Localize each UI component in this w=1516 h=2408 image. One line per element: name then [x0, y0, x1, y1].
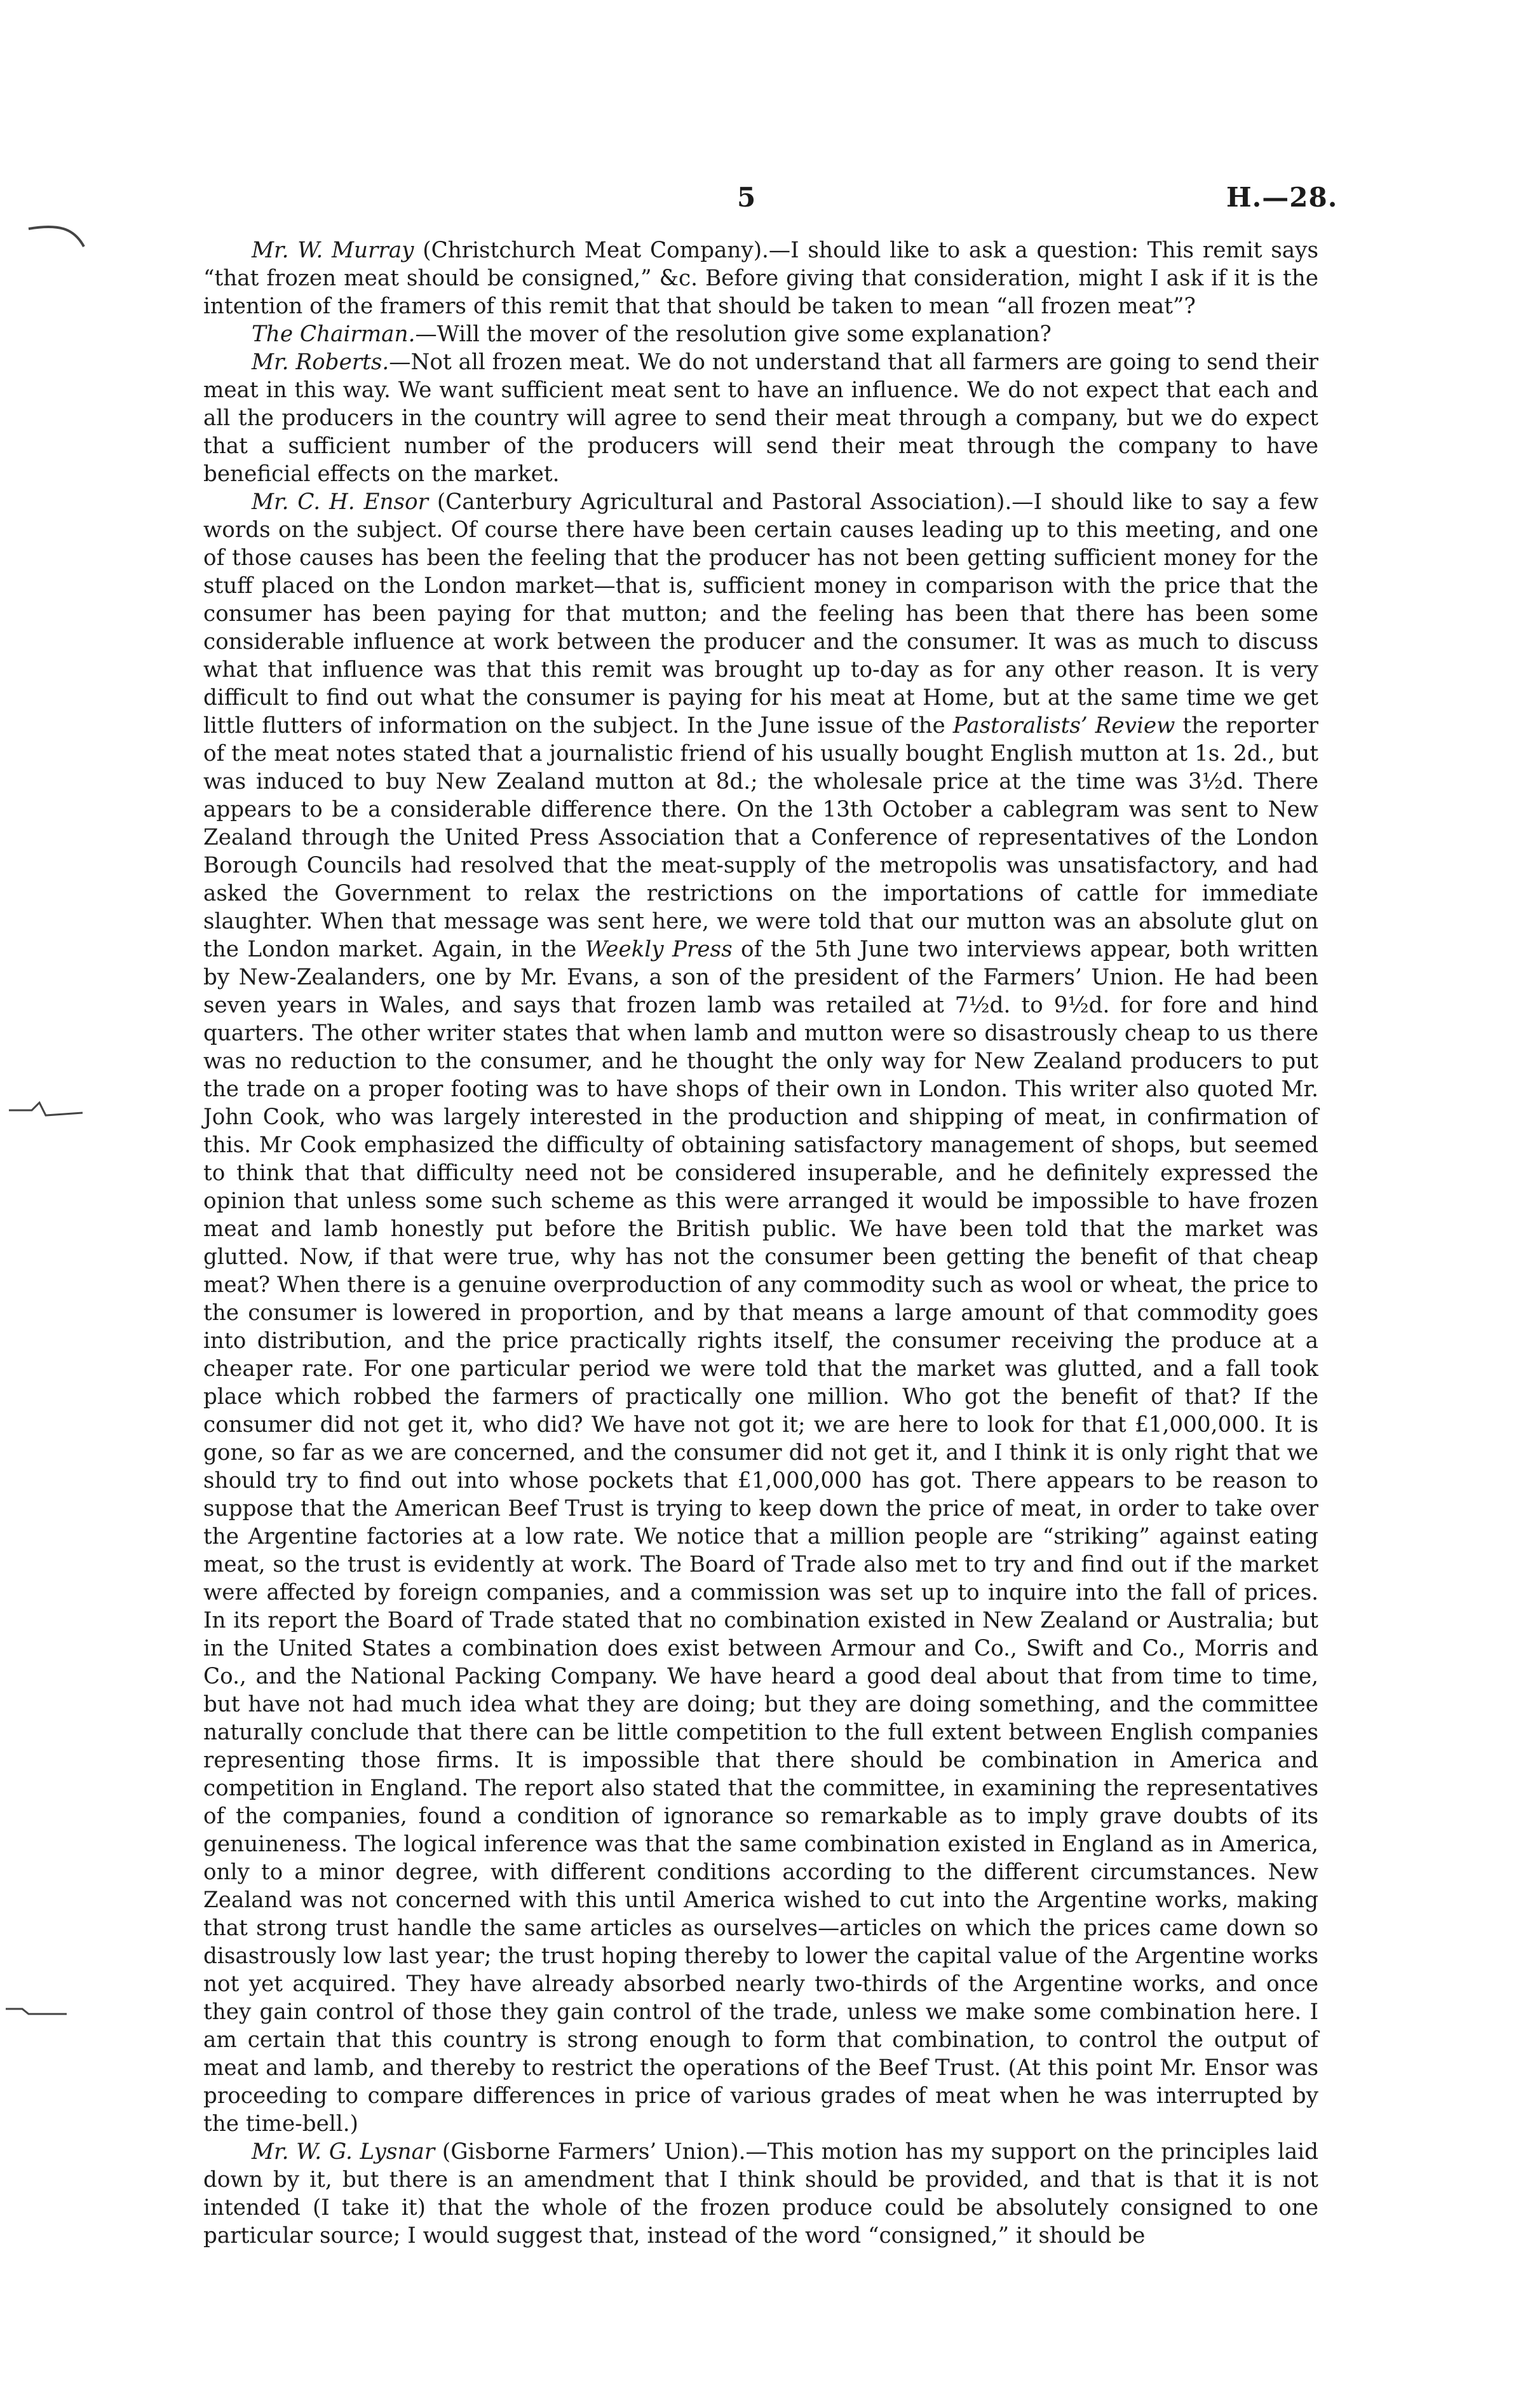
paragraph-text: of the 5th June two interviews appear, both written by New-Zealanders, one by Mr. Evans, a son of the president of the Farmers’ Union. He had been seven years in Wales, and says that frozen lamb was retailed at 7½d. to 9½d. for fore and hind quarters. The other writer states that when lamb and mutton were so disastrously cheap to us there was no reduction to the consumer, and he thought the only way for New Zealand producers to put the trade on a proper footing was to have shops of their own in London. This writer also quoted Mr. John Cook, who was largely interested in the production and shipping of meat, in confirmation of this. Mr Cook emphasized the difficulty of obtaining satisfactory management of shops, but seemed to think that that difficulty need not be considered insuperable, and he definitely expressed the opinion that unless some such scheme as this were arranged it would be impossible to have frozen meat and lamb honestly put before the British public. We have been told that the market was glutted. Now, if that were true, why has not the consumer been getting the benefit of that cheap meat? When there is a genuine overproduction of any commodity such as wool or wheat, the price to the consumer is lowered in proportion, and by that means a large amount of that commodity goes into distribution, and the price practically rights itself, the consumer receiving the produce at a cheaper rate. For one particular period we were told that the market was glutted, and a fall took place which robbed the farmers of practically one million. Who got the benefit of that? If the consumer did not get it, who did? We have not got it; we are here to look for that £1,000,000. It is gone, so far as we are concerned, and the consumer did not get it, and I think it is only right that we should try to find out into whose pockets that £1,000,000 has got. There appears to be reason to suppose that the American Beef Trust is trying to keep down the price of meat, in order to take over the Argentine factories at a low rate. We notice that a million people are “striking” against eating meat, so the trust is evidently at work. The Board of Trade also met to try and find out if the market were affected by foreign companies, and a commission was set up to inquire into the fall of prices. In its report the Board of Trade stated that no combination existed in New Zealand or Australia; but in the United States a combination does exist between Armour and Co., Swift and Co., Morris and Co., and the National Packing Company. We have heard a good deal about that from time to time, but have not had much idea what they are doing; but they are doing something, and the committee naturally conclude that there can be little competition to the full extent between English companies representing those firms. It is impossible that there should be combination in America and competition in England. The report also stated that the committee, in examining the representatives of the companies, found a condition of ignorance so remarkable as to imply grave doubts of its genuineness. The logical inference was that the same combination existed in England as in America, only to a minor degree, with different conditions according to the different circumstances. New Zealand was not concerned with this until America wished to cut into the Argentine works, making that strong trust handle the same articles as ourselves—articles on which the prices came down so disastrously low last year; the trust hoping thereby to lower the capital value of the Argentine works not yet acquired. They have already absorbed nearly two-thirds of the Argentine works, and once they gain control of those they gain control of the trade, unless we make some combination here. I am certain that this country is strong enough to form that combination, to control the output of meat and lamb, and thereby to restrict the operations of the Beef Trust. (At this point Mr. Ensor was proceeding to compare differences in price of various grades of meat when he was interrupted by the time-bell.) — [203, 937, 1319, 2137]
paragraph-text: —Not all frozen meat. We do not understand that all farmers are going to send their meat in this way. We want sufficient meat sent to have an influence. We do not expect that each and all the producers in the country will agree to send their meat through a company, but we do expect that a sufficient number of the producers will send their meat through the company to have beneficial effects on the market. — [203, 350, 1318, 487]
margin-bracket-mark — [25, 210, 95, 261]
publication-title: Pastoralists’ Review — [952, 713, 1175, 738]
document-reference: H.—28. — [1226, 182, 1338, 213]
page-number: 5 — [737, 182, 756, 213]
speaker-name: Mr. W. G. Lysnar — [252, 2139, 435, 2165]
paragraph-text: the reporter of the meat notes stated that a journalistic friend of his usually bought English mutton at 1s. 2d., but was induced to buy New Zealand mutton at 8d.; the wholesale price at the time was 3½d. There appears to be a considerable difference there. On the 13th October a cablegram was sent to New Zealand through the United Press Association that a Conference of representatives of the London Borough Councils had resolved that the meat-supply of the metropolis was unsatisfactory, and had asked the Government to relax the restrictions on the importations of cattle for immediate slaughter. When that message was sent here, we were told that our mutton was an absolute glut on the London market. Again, in the — [203, 713, 1318, 962]
paragraph-text: —Will the mover of the resolution give some explanation? — [415, 322, 1052, 347]
paragraph-chairman — [203, 320, 1318, 348]
speaker-name: The Chairman. — [252, 322, 416, 347]
document-body — [203, 236, 1318, 2250]
paragraph-text: (Gisborne Farmers’ Union).—This motion has my support on the principles laid down by it, but there is an amendment that I think should be provided, and that is that it is not intended (I take it) that the whole of the frozen produce could be absolutely consigned to one particular source; I would suggest that, instead of the word “consigned,” it should be — [203, 2139, 1318, 2248]
paragraph-lysnar — [203, 2138, 1318, 2250]
margin-binding-mark — [3, 1999, 73, 2024]
speaker-name: Mr. Roberts. — [252, 350, 389, 375]
margin-binding-mark — [6, 1096, 89, 1128]
paragraph-roberts — [203, 348, 1318, 488]
paragraph-ensor — [203, 488, 1318, 2138]
paragraph-text: (Christchurch Meat Company).—I should like to ask a question: This remit says “that frozen meat should be consigned,” &c. Before giving that consideration, might I ask if it is the intention of the framers of this remit that that should be taken to mean “all frozen meat”? — [203, 238, 1319, 319]
publication-title: Weekly Press — [585, 937, 733, 962]
speaker-name: Mr. C. H. Ensor — [252, 489, 428, 515]
speaker-name: Mr. W. Murray — [252, 238, 414, 263]
paragraph-text: (Canterbury Agricultural and Pastoral Association).—I should like to say a few words on the subject. Of course there have been certain causes leading up to this meeting, and one of those causes has been the feeling that the producer has not been getting sufficient money for the stuff placed on the London market—that is, sufficient money in comparison with the price that the consumer has been paying for that mutton; and the feeling has been that there has been some considerable influence at work between the producer and the consumer. It was as much to discuss what that influence was that this remit was brought up to-day as for any other reason. It is very difficult to find out what the consumer is paying for his meat at Home, but at the same time we get little flutters of information on the subject. In the June issue of the — [203, 489, 1318, 738]
paragraph-murray — [203, 236, 1318, 320]
